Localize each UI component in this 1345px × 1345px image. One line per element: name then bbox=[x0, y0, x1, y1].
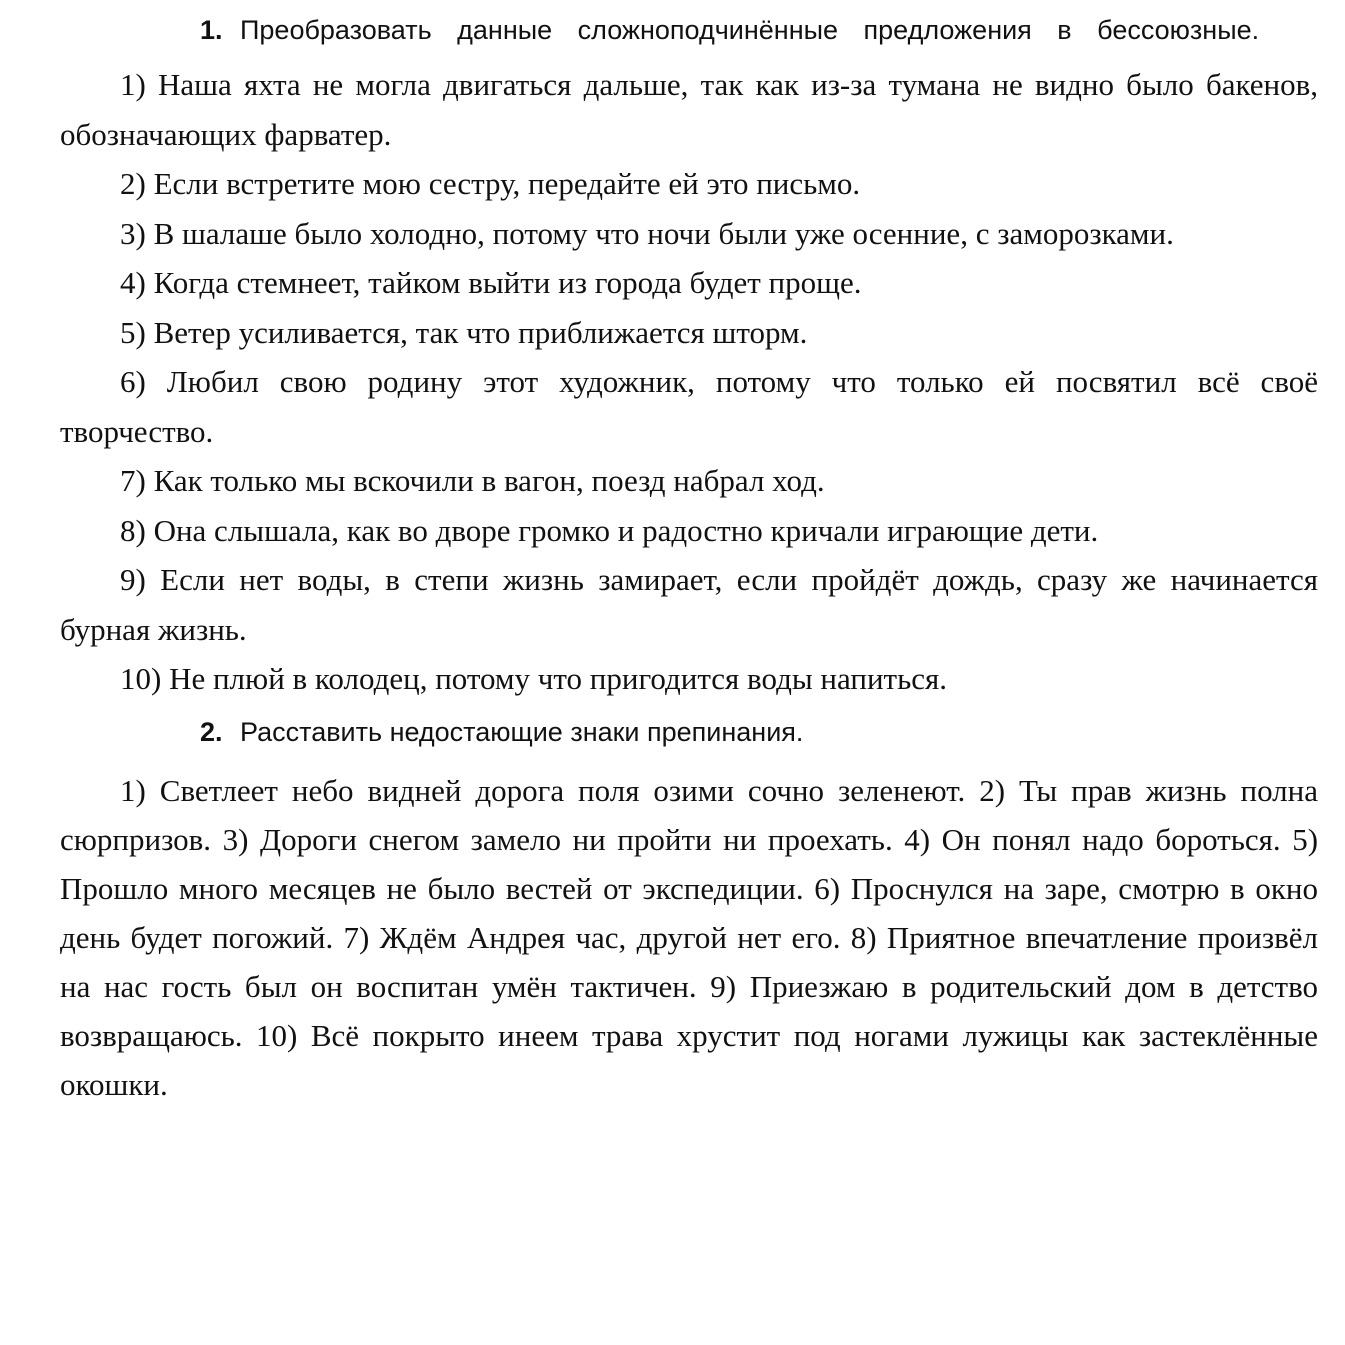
task2-paragraph bbox=[60, 766, 1318, 1109]
task1-number: 1. bbox=[200, 15, 223, 45]
task2-sentence: 4) Он понял надо бороться. bbox=[904, 821, 1281, 857]
task2-sentence: 6) Проснулся на заре, смотрю в окно день будет погожий. bbox=[60, 870, 1318, 955]
task2-sentence: 2) Ты прав жизнь полна сюрпризов. bbox=[60, 772, 1318, 857]
task1-item: 1) Наша яхта не могла двигаться дальше, так как из-за тумана не видно было бакенов, обозначающих фарватер. bbox=[60, 67, 1318, 152]
task2-sentence: 10) Всё покрыто инеем трава хрустит под ногами лужицы как застеклённые окошки. bbox=[60, 1017, 1319, 1102]
task1-item: 2) Если встретите мою сестру, передайте ей это письмо. bbox=[120, 166, 861, 201]
task1-item: 4) Когда стемнеет, тайком выйти из города будет проще. bbox=[120, 265, 862, 300]
task2-sentence: 3) Дороги снегом замело ни пройти ни проехать. bbox=[222, 821, 893, 857]
textbook-page bbox=[60, 6, 1318, 1336]
task1-list bbox=[60, 60, 1318, 704]
task1-item: 7) Как только мы вскочили в вагон, поезд набрал ход. bbox=[120, 463, 825, 498]
task1-item: 8) Она слышала, как во дворе громко и радостно кричали играющие дети. bbox=[120, 512, 1099, 548]
task1-heading bbox=[100, 10, 1318, 50]
task1-title: Преобразовать данные сложноподчинённые предложения в бессоюзные. bbox=[240, 15, 1260, 45]
task1-item: 6) Любил свою родину этот художник, потому что только ей посвятил всё своё творчество. bbox=[60, 364, 1318, 449]
task1-item: 3) В шалаше было холодно, потому что ночи были уже осенние, с заморозками. bbox=[120, 215, 1174, 251]
task2-sentence: 1) Светлеет небо видней дорога поля озими сочно зеленеют. bbox=[120, 772, 966, 808]
task2-number: 2. bbox=[200, 716, 223, 747]
task2-sentence: 9) Приезжаю в родительский дом в детство возвращаюсь. bbox=[60, 968, 1319, 1053]
task2-sentence: 8) Приятное впечатление произвёл на нас гость был он воспитан умён тактичен. bbox=[60, 919, 1319, 1004]
task1-item: 10) Не плюй в колодец, потому что пригодится воды напиться. bbox=[120, 661, 948, 696]
task2-title: Расставить недостающие знаки препинания. bbox=[240, 716, 804, 747]
task2-sentence: 7) Ждём Андрея час, другой нет его. bbox=[343, 919, 841, 955]
task1-item: 9) Если нет воды, в степи жизнь замирает, если пройдёт дождь, сразу же начинается бурная жизнь. bbox=[60, 562, 1318, 647]
task2-heading bbox=[100, 712, 1318, 752]
task1-item: 5) Ветер усиливается, так что приближается шторм. bbox=[120, 314, 808, 350]
task2-sentence: 5) Прошло много месяцев не было вестей от экспедиции. bbox=[60, 821, 1319, 906]
